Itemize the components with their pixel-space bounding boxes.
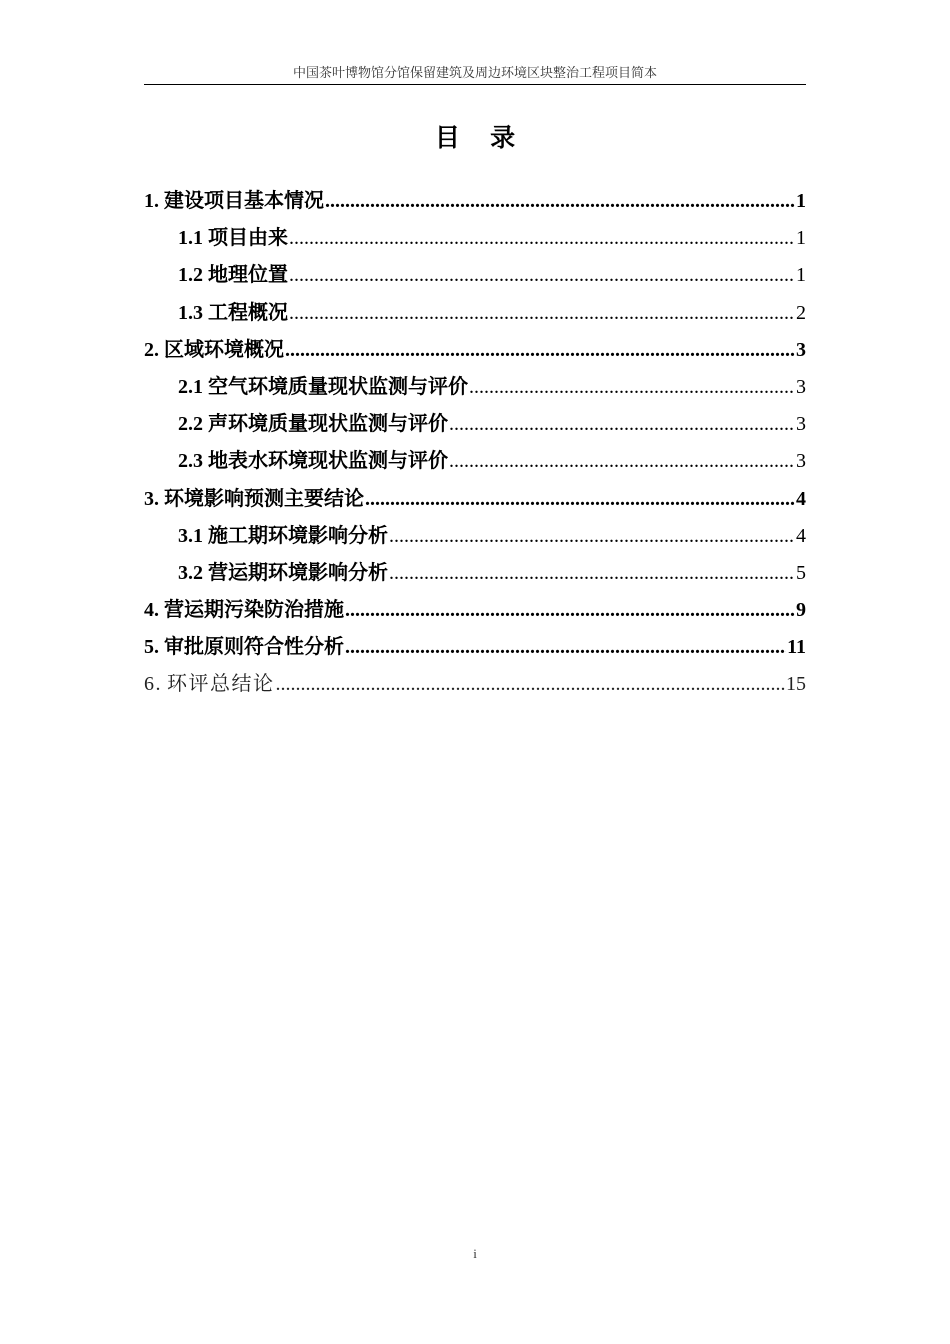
toc-entry-title: 审批原则符合性分析	[164, 636, 344, 659]
toc-entry-number: 4.	[144, 599, 159, 622]
dot-leader	[289, 220, 795, 257]
toc-entry-1[interactable]	[144, 183, 806, 220]
table-of-contents	[144, 183, 806, 704]
toc-entry-6[interactable]	[144, 666, 806, 703]
toc-entry-title: 声环境质量现状监测与评价	[208, 413, 448, 436]
toc-entry-page: 15	[786, 673, 806, 696]
toc-entry-title: 营运期污染防治措施	[164, 599, 344, 622]
dot-leader	[345, 629, 786, 666]
toc-entry-title: 地理位置	[208, 264, 288, 287]
page-number: i	[473, 1246, 477, 1261]
toc-entry-1-2[interactable]	[144, 257, 806, 294]
toc-entry-1-3[interactable]	[144, 295, 806, 332]
dot-leader	[389, 555, 795, 592]
toc-entry-title: 工程概况	[208, 301, 288, 324]
toc-entry-number: 1.3	[178, 301, 203, 324]
dot-leader	[289, 257, 795, 294]
dot-leader	[276, 666, 786, 703]
dot-leader	[289, 295, 795, 332]
toc-entry-title: 营运期环境影响分析	[208, 561, 388, 584]
toc-entry-number: 2.1	[178, 375, 203, 398]
toc-entry-number: 5.	[144, 636, 159, 659]
toc-entry-title: 环境影响预测主要结论	[164, 487, 364, 510]
toc-entry-page: 9	[796, 599, 806, 622]
dot-leader	[389, 518, 795, 555]
toc-entry-page: 4	[796, 487, 806, 510]
dot-leader	[325, 183, 795, 220]
toc-entry-number: 1.1	[178, 227, 203, 250]
toc-entry-number: 2.2	[178, 413, 203, 436]
toc-entry-title: 项目由来	[208, 227, 288, 250]
toc-entry-title: 地表水环境现状监测与评价	[208, 450, 448, 473]
running-header: 中国茶叶博物馆分馆保留建筑及周边环境区块整治工程项目简本	[144, 62, 806, 85]
toc-entry-3[interactable]	[144, 481, 806, 518]
toc-entry-2-1[interactable]	[144, 369, 806, 406]
dot-leader	[285, 332, 795, 369]
toc-entry-page: 1	[796, 227, 806, 250]
toc-entry-number: 3.	[144, 487, 159, 510]
toc-entry-title: 环评总结论	[167, 673, 275, 696]
toc-entry-number: 3.1	[178, 524, 203, 547]
toc-entry-page: 5	[796, 561, 806, 584]
dot-leader	[449, 443, 795, 480]
toc-entry-number: 1.	[144, 190, 159, 212]
toc-entry-title: 建设项目基本情况	[164, 190, 324, 212]
toc-entry-page: 3	[796, 375, 806, 398]
toc-entry-page: 11	[787, 636, 806, 659]
toc-entry-title: 施工期环境影响分析	[208, 524, 388, 547]
toc-entry-number: 1.2	[178, 264, 203, 287]
toc-entry-page: 4	[796, 524, 806, 547]
toc-entry-number: 2.	[144, 338, 159, 361]
toc-entry-title: 区域环境概况	[164, 338, 284, 361]
dot-leader	[345, 592, 795, 629]
toc-entry-page: 3	[796, 338, 806, 361]
toc-entry-number: 2.3	[178, 450, 203, 473]
toc-entry-title: 空气环境质量现状监测与评价	[208, 375, 468, 398]
toc-entry-page: 3	[796, 413, 806, 436]
dot-leader	[449, 406, 795, 443]
toc-entry-number: 6.	[144, 673, 162, 696]
toc-entry-page: 1	[796, 190, 806, 212]
toc-entry-number: 3.2	[178, 561, 203, 584]
toc-entry-2[interactable]	[144, 332, 806, 369]
toc-entry-page: 2	[796, 301, 806, 324]
toc-entry-2-3[interactable]	[144, 443, 806, 480]
toc-entry-3-2[interactable]	[144, 555, 806, 592]
toc-entry-4[interactable]	[144, 592, 806, 629]
toc-entry-page: 3	[796, 450, 806, 473]
toc-entry-3-1[interactable]	[144, 518, 806, 555]
toc-entry-page: 1	[796, 264, 806, 287]
toc-entry-1-1[interactable]	[144, 220, 806, 257]
dot-leader	[365, 481, 795, 518]
toc-entry-5[interactable]	[144, 629, 806, 666]
toc-entry-2-2[interactable]	[144, 406, 806, 443]
toc-title: 目 录	[434, 125, 528, 152]
dot-leader	[469, 369, 795, 406]
